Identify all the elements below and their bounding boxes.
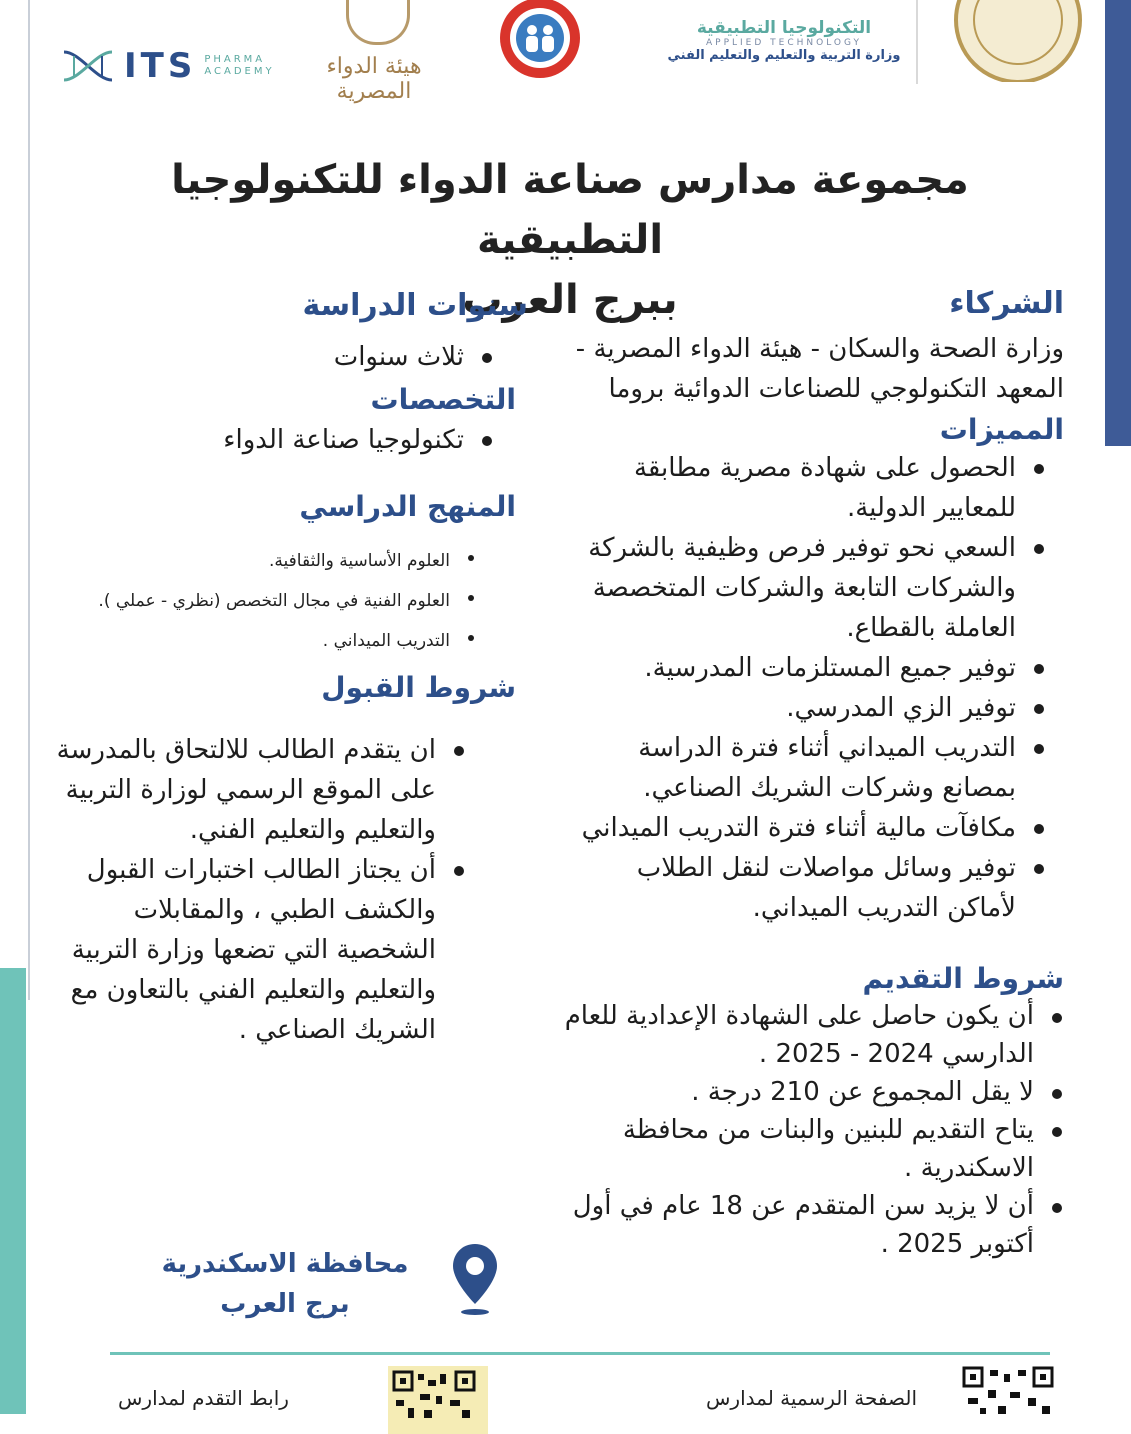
- list-item: توفير وسائل مواصلات لنقل الطلاب لأماكن التدريب الميداني.: [560, 848, 1016, 928]
- ministry-of-education-logo: [946, 0, 1088, 82]
- partners-heading: الشركاء: [949, 286, 1064, 321]
- admission-heading: شروط القبول: [321, 671, 516, 704]
- eda-logo-text: هيئة الدواء المصرية: [326, 54, 422, 104]
- applied-tech-en: APPLIED TECHNOLOGY: [705, 38, 862, 48]
- footer-divider: [110, 1352, 1050, 1355]
- logo-divider: [916, 0, 918, 84]
- right-accent-bar: [1105, 0, 1131, 446]
- its-logo-sub2: ACADEMY: [204, 66, 275, 77]
- title-line-1: مجموعة مدارس صناعة الدواء للتكنولوجيا التطبيقية: [171, 157, 969, 263]
- list-item: مكافآت مالية أثناء فترة التدريب الميداني: [560, 808, 1016, 848]
- list-item: الحصول على شهادة مصرية مطابقة للمعايير الدولية.: [560, 448, 1016, 528]
- eda-seal-icon: [346, 0, 410, 45]
- specializations-heading: التخصصات: [370, 383, 516, 416]
- list-item: التدريب الميداني .: [50, 621, 450, 661]
- list-item: ثلاث سنوات: [50, 337, 464, 377]
- its-logo-text: ITS: [124, 46, 197, 86]
- its-pharma-logo: [60, 46, 275, 86]
- ministry-of-health-logo: [488, 0, 592, 84]
- list-item: العلوم الأساسية والثقافية.: [50, 541, 450, 581]
- location-text: [150, 1244, 420, 1324]
- dna-icon: [60, 46, 116, 86]
- qr-code-icon: [392, 1370, 476, 1422]
- list-item: أن لا يزيد سن المتقدم عن 18 عام في أول أكتوبر 2025 .: [560, 1187, 1034, 1263]
- features-list: [560, 448, 1046, 928]
- map-pin-icon: [450, 1242, 500, 1316]
- left-accent-bar: [0, 968, 26, 1414]
- qr-code-icon: [962, 1366, 1054, 1418]
- applied-technology-logo: [664, 18, 904, 82]
- specializations-list: [50, 420, 494, 460]
- list-item: أن يجتاز الطالب اختبارات القبول والكشف الطبي ، والمقابلات الشخصية التي تضعها وزارة التربية والتعليم والتعليم الفني بالتعاون مع الشريك الصناعي .: [50, 850, 436, 1050]
- applied-tech-ministry: وزارة التربية والتعليم والتعليم الفني: [667, 48, 901, 63]
- location-block: [150, 1236, 570, 1326]
- its-logo-sub1: PHARMA: [204, 54, 266, 65]
- official-page-qr-code[interactable]: [962, 1366, 1054, 1426]
- admission-list: [50, 730, 466, 1050]
- apply-conditions-heading: شروط التقديم: [862, 962, 1064, 995]
- list-item: لا يقل المجموع عن 210 درجة .: [560, 1073, 1034, 1111]
- list-item: أن يكون حاصل على الشهادة الإعدادية للعام الدارسي 2024 - 2025 .: [560, 997, 1034, 1073]
- apply-qr-code[interactable]: [388, 1366, 488, 1434]
- partners-text: وزارة الصحة والسكان - هيئة الدواء المصرية - المعهد التكنولوجي للصناعات الدوائية بروما: [575, 334, 1064, 404]
- left-column: [50, 288, 528, 1050]
- curriculum-list: [50, 541, 480, 661]
- list-item: يتاح التقديم للبنين والبنات من محافظة الاسكندرية .: [560, 1111, 1034, 1187]
- study-years-heading: سنوات الدراسة: [302, 288, 528, 323]
- list-item: توفير الزي المدرسي.: [560, 688, 1016, 728]
- left-frame-line: [28, 0, 30, 1000]
- list-item: تكنولوجيا صناعة الدواء: [50, 420, 464, 460]
- title-line-2: ببرج العرب: [462, 277, 678, 323]
- location-governorate: محافظة الاسكندرية: [161, 1249, 409, 1279]
- list-item: توفير جميع المستلزمات المدرسية.: [560, 648, 1016, 688]
- location-city: برج العرب: [220, 1289, 350, 1319]
- features-heading: المميزات: [939, 413, 1064, 446]
- curriculum-heading: المنهج الدراسي: [299, 490, 516, 523]
- list-item: التدريب الميداني أثناء فترة الدراسة بمصانع وشركات الشريك الصناعي.: [560, 728, 1016, 808]
- study-years-list: [50, 337, 494, 377]
- family-emblem-icon: [488, 0, 592, 84]
- apply-link-label: رابط التقدم لمدارس: [118, 1386, 289, 1410]
- list-item: العلوم الفنية في مجال التخصص (نظري - عملي ).: [50, 581, 450, 621]
- eda-logo: [314, 0, 434, 104]
- ministry-seal-icon: [946, 0, 1088, 82]
- official-page-label: الصفحة الرسمية لمدارس: [706, 1386, 918, 1410]
- list-item: ان يتقدم الطالب للالتحاق بالمدرسة على الموقع الرسمي لوزارة التربية والتعليم والتعليم الفني.: [50, 730, 436, 850]
- right-column: [560, 286, 1064, 1263]
- applied-tech-ar: التكنولوجيا التطبيقية: [696, 18, 872, 38]
- apply-conditions-list: [560, 997, 1064, 1263]
- list-item: السعي نحو توفير فرص وظيفية بالشركة والشركات التابعة والشركات المتخصصة العاملة بالقطاع.: [560, 528, 1016, 648]
